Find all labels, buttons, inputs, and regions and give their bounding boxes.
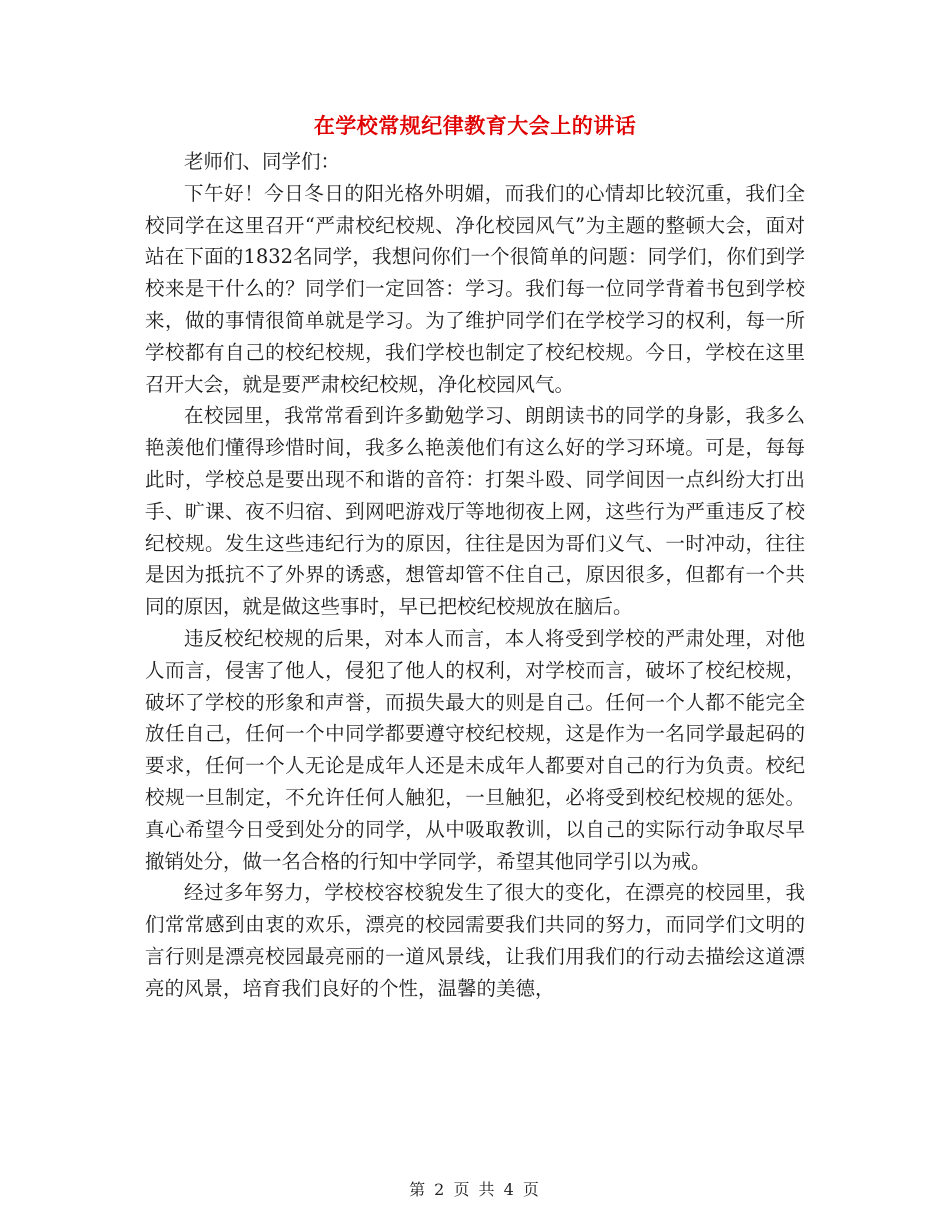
document-body <box>145 146 805 1005</box>
document-title: 在学校常规纪律教育大会上的讲话 <box>313 113 637 138</box>
paragraph-2: 在校园里，我常常看到许多勤勉学习、朗朗读书的同学的身影，我多么艳羡他们懂得珍惜时间，我多么艳羡他们有这么好的学习环境。可是，每每此时，学校总是要出现不和谐的音符：打架斗殴、同学间因一点纠纷大打出手、旷课、夜不归宿、到网吧游戏厅等地彻夜上网，这些行为严重违反了校纪校规。发生这些违纪行为的原因，往往是因为哥们义气、一时冲动，往往是因为抵抗不了外界的诱惑，想管却管不住自己，原因很多，但都有一个共同的原因，就是做这些事时，早已把校纪校规放在脑后。 <box>145 404 805 619</box>
page-footer: 第 2 页 共 4 页 <box>409 1180 541 1199</box>
paragraph-3: 违反校纪校规的后果，对本人而言，本人将受到学校的严肃处理，对他人而言，侵害了他人，侵犯了他人的权利，对学校而言，破坏了校纪校规，破坏了学校的形象和声誉，而损失最大的则是自己。任何一个人都不能完全放任自己，任何一个中同学都要遵守校纪校规，这是作为一名同学最起码的要求，任何一个人无论是成年人还是未成年人都要对自己的行为负责。校纪校规一旦制定，不允许任何人触犯，一旦触犯，必将受到校纪校规的惩处。真心希望今日受到处分的同学，从中吸取教训，以自己的实际行动争取尽早撤销处分，做一名合格的行知中学同学，希望其他同学引以为戒。 <box>145 626 805 873</box>
paragraph-4: 经过多年努力，学校校容校貌发生了很大的变化，在漂亮的校园里，我们常常感到由衷的欢乐，漂亮的校园需要我们共同的努力，而同学们文明的言行则是漂亮校园最亮丽的一道风景线，让我们用我们的行动去描绘这道漂亮的风景，培育我们良好的个性，温馨的美德， <box>145 881 805 1000</box>
greeting-line: 老师们、同学们： <box>184 150 341 173</box>
paragraph-1: 下午好！今日冬日的阳光格外明媚，而我们的心情却比较沉重，我们全校同学在这里召开“严肃校纪校规、净化校园风气”为主题的整顿大会，面对站在下面的1832名同学，我想问你们一个很简单的问题：同学们，你们到学校来是干什么的？同学们一定回答：学习。我们每一位同学背着书包到学校来，做的事情很简单就是学习。为了维护同学们在学校学习的权利，每一所学校都有自己的校纪校规，我们学校也制定了校纪校规。今日，学校在这里召开大会，就是要严肃校纪校规，净化校园风气。 <box>145 181 805 396</box>
